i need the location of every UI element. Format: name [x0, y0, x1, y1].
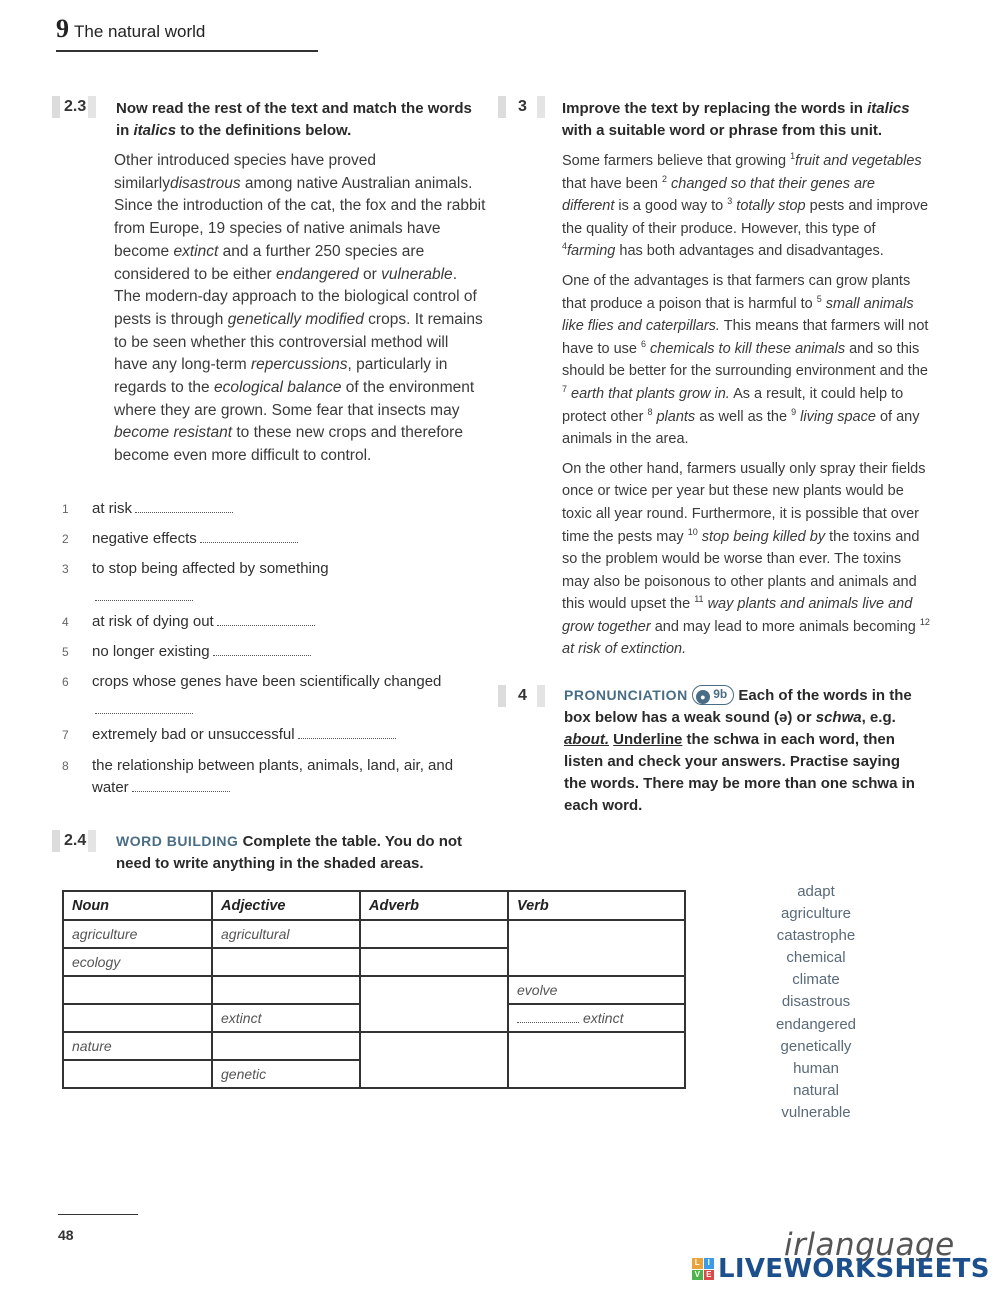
answer-blank[interactable]	[132, 782, 230, 792]
exercise-2-4-instruction: WORD BUILDING Complete the table. You do not need to write anything in the shaded areas.	[116, 833, 463, 872]
italic-phrase: earth that plants grow in.	[567, 385, 730, 402]
italic-phrase: living space	[796, 408, 876, 425]
answer-blank[interactable]	[217, 616, 315, 626]
word-item[interactable]: adapt	[797, 883, 835, 900]
italic-phrase: genetically modified	[227, 310, 364, 328]
reference-number: 7	[562, 384, 568, 395]
italic-phrase: small animals like flies and caterpillars.	[562, 295, 914, 335]
italic-phrase: plants	[652, 408, 696, 425]
cell-adjective: extinct	[212, 1004, 360, 1032]
exercise-3-instruction: Improve the text by replacing the words in italics with a suitable word or phrase from this unit.	[562, 100, 910, 139]
table-row	[63, 976, 685, 1004]
cell-adverb[interactable]	[360, 1032, 508, 1088]
exercise-3-passage	[562, 150, 930, 668]
table-header-row	[63, 891, 685, 920]
cell-noun[interactable]	[63, 1004, 212, 1032]
answer-blank[interactable]	[95, 704, 193, 714]
italic-phrase: stop being killed by	[697, 528, 826, 545]
exercise-4-instruction: PRONUNCIATION ● 9b Each of the words in the box below has a weak sound (ə) or schwa, e.g. about. Underline the schwa in each word, then listen and check your answers. Practise saying the words. There may be more than one schwa in each word.	[564, 687, 915, 814]
cell-verb[interactable]	[508, 920, 685, 976]
italic-phrase: farming	[567, 243, 616, 260]
watermark-irlanguage: irlanguage	[784, 1227, 955, 1263]
italic-phrase: fruit and vegetables	[795, 153, 922, 169]
unit-header	[56, 14, 318, 52]
reference-number: 8	[647, 406, 653, 417]
cell-noun: nature	[63, 1032, 212, 1060]
exercise-2-3-passage: Other introduced species have proved similarlydisastrous among native Australian animals. Since the introduction of the cat, the fox and the rabbit from Europe, 19 species of native animals have become extinct and a further 250 species are considered to be either endangered or vulnerable. The modern-day approach to the biological control of pests is through genetically modified crops. It remains to be seen whether this controversial method will have any long-term repercussions, particularly in regards to the ecological balance of the environment where they are grown. Some fear that insects may become resistant to these new crops and therefore become even more difficult to control.	[114, 152, 486, 465]
exercise-4-number: 4	[498, 685, 545, 707]
cell-adverb-shaded	[360, 976, 508, 1032]
exercise-3-number: 3	[498, 96, 545, 118]
reference-number: 9	[791, 406, 797, 417]
answer-blank[interactable]	[213, 646, 311, 656]
cell-noun[interactable]	[63, 976, 212, 1004]
word-item[interactable]: disastrous	[781, 993, 851, 1011]
word-item[interactable]: endangered	[775, 1015, 857, 1033]
answer-blank[interactable]	[298, 729, 396, 739]
italic-phrase: extinct	[173, 242, 219, 260]
italic-phrase: totally stop	[732, 198, 806, 215]
cell-adjective[interactable]	[212, 976, 360, 1004]
cell-noun[interactable]	[63, 1060, 212, 1088]
column-header-noun: Noun	[63, 891, 212, 920]
cell-noun: ecology	[63, 948, 212, 976]
unit-title: The natural world	[74, 22, 206, 41]
paragraph: One of the advantages is that farmers can grow plants that produce a poison that is harmful to $^5$ small animals like flies and caterpillars. This means that farmers will not have to use $^6$ chemicals to kill these animals and so this should be better for the surrounding environment and the $^7$ earth that plants grow in. As a result, it could help to protect other $^8$ plants as well as the $^9$ living space of any animals in the area.	[562, 272, 929, 448]
italic-phrase: vulnerable	[381, 265, 453, 283]
italic-phrase: changed so that their genes are different	[562, 175, 875, 215]
column-header-adjective: Adjective	[212, 891, 360, 920]
exercise-2-3-number: 2.3	[52, 96, 96, 118]
answer-blank[interactable]	[200, 533, 298, 543]
schwa-word-box	[756, 881, 876, 1124]
cell-adjective[interactable]	[212, 1032, 360, 1060]
column-header-adverb: Adverb	[360, 891, 508, 920]
italic-phrase: at risk of extinction.	[562, 641, 687, 658]
reference-number: 2	[661, 173, 667, 184]
word-item[interactable]: climate	[792, 971, 840, 989]
cell-adjective: genetic	[212, 1060, 360, 1088]
cell-adjective: agricultural	[212, 920, 360, 948]
column-header-verb: Verb	[508, 891, 685, 920]
reference-number: 4	[562, 241, 568, 252]
italic-phrase: way plants and animals live and grow together	[562, 596, 913, 635]
italic-phrase: chemicals to kill these animals	[646, 340, 846, 357]
cell-verb[interactable]: extinct	[508, 1004, 685, 1032]
word-item[interactable]: vulnerable	[781, 1103, 851, 1121]
reference-number: 12	[919, 617, 930, 628]
cell-noun: agriculture	[63, 920, 212, 948]
answer-blank[interactable]	[135, 503, 233, 513]
italic-phrase: become resistant	[114, 424, 233, 442]
italic-phrase: disastrous	[169, 174, 241, 192]
word-item[interactable]: chemical	[786, 949, 846, 967]
reference-number: 10	[687, 526, 698, 537]
word-item[interactable]: natural	[793, 1081, 839, 1099]
table-row	[63, 1032, 685, 1060]
word-item[interactable]: human	[793, 1059, 839, 1077]
cell-adjective[interactable]	[212, 948, 360, 976]
italic-phrase: endangered	[276, 265, 359, 283]
footer-rule	[58, 1214, 138, 1215]
reference-number: 1	[790, 151, 796, 162]
word-building-table	[62, 890, 686, 1089]
paragraph: On the other hand, farmers usually only spray their fields once or twice per year but these new plants would be toxic all year round. Furthermore, it is possible that over time the pests may $^{10}$ stop being killed by the toxins and so the problem would be worse than ever. The toxins may also be poisonous to other plants and animals and this would upset the $^{11}$ way plants and animals live and grow together and may lead to more animals becoming $^{12}$ at risk of extinction.	[562, 460, 930, 658]
page-number: 48	[58, 1227, 74, 1243]
answer-blank[interactable]	[95, 591, 193, 601]
word-item[interactable]: genetically	[780, 1037, 852, 1055]
answer-blank[interactable]	[517, 1013, 579, 1023]
watermark-liveworksheets: LIVEWORKSHEETS	[718, 1254, 990, 1284]
cell-verb-shaded	[508, 1032, 685, 1088]
exercise-2-4-number: 2.4	[52, 830, 96, 852]
reference-number: 5	[816, 293, 822, 304]
audio-badge[interactable]: ● 9b	[692, 685, 734, 705]
reference-number: 6	[641, 338, 647, 349]
audio-icon: ●	[696, 690, 710, 704]
liveworksheets-logo-icon: L I V E	[692, 1258, 714, 1280]
reference-number: 3	[727, 196, 733, 207]
cell-adverb[interactable]	[360, 948, 508, 976]
italic-phrase: repercussions	[251, 356, 348, 374]
unit-number: 9	[56, 14, 69, 43]
cell-adverb[interactable]	[360, 920, 508, 948]
word-item[interactable]: agriculture	[780, 905, 852, 923]
paragraph: Some farmers believe that growing $^1$fruit and vegetables that have been $^2$ changed so that their genes are different is a good way to $^3$ totally stop pests and improve the quality of their produce. However, this type of $^4$farming has both advantages and disadvantages.	[562, 151, 929, 260]
cell-verb: evolve	[508, 976, 685, 1004]
word-item[interactable]: catastrophe	[776, 927, 856, 945]
table-row	[63, 920, 685, 948]
italic-phrase: ecological balance	[213, 379, 342, 397]
reference-number: 11	[694, 594, 704, 605]
exercise-2-3-instruction: Now read the rest of the text and match the words in italics to the definitions below.	[116, 100, 472, 139]
